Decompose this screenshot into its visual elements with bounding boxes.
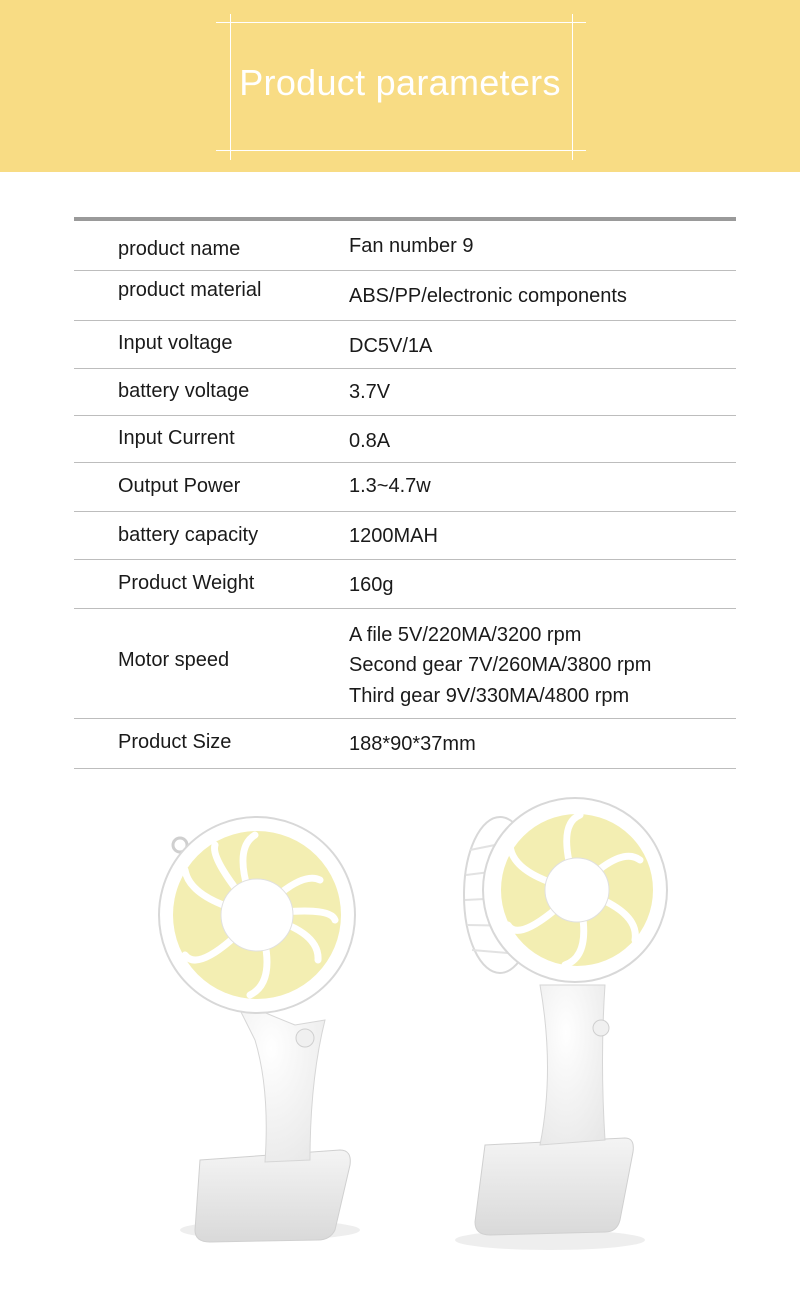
spec-label: Product Size: [118, 731, 232, 753]
spec-row-battery-voltage: [74, 369, 736, 416]
spec-label: battery capacity: [118, 524, 259, 546]
spec-value: 188*90*37mm: [349, 733, 476, 755]
spec-label: Output Power: [118, 475, 241, 497]
spec-label: product name: [118, 238, 241, 260]
spec-label: product material: [118, 279, 262, 301]
spec-value: 0.8A: [349, 430, 391, 452]
spec-label: Product Weight: [118, 572, 255, 594]
spec-row-input-voltage: [74, 321, 736, 369]
spec-value: 1.3~4.7w: [349, 475, 431, 497]
spec-row-size: [74, 719, 736, 769]
fan-side-view: [455, 798, 667, 1250]
spec-row-motor-speed: [74, 609, 736, 719]
spec-label: Input voltage: [118, 332, 233, 354]
spec-value-line: Third gear 9V/330MA/4800 rpm: [349, 685, 630, 707]
spec-value-line: A file 5V/220MA/3200 rpm: [349, 624, 582, 646]
spec-row-battery-capacity: [74, 512, 736, 560]
spec-value: ABS/PP/electronic components: [349, 285, 627, 307]
spec-row-material: [74, 271, 736, 321]
spec-label: Input Current: [118, 427, 235, 449]
fan-front-view: [159, 817, 360, 1242]
spec-value: 3.7V: [349, 381, 391, 403]
title-banner: [0, 0, 800, 172]
spec-label: Motor speed: [118, 649, 230, 671]
spec-row-weight: [74, 560, 736, 609]
spec-row-input-current: [74, 416, 736, 463]
spec-value-line: Second gear 7V/260MA/3800 rpm: [349, 654, 652, 676]
spec-row-product-name: [74, 221, 736, 271]
spec-table: [74, 217, 736, 769]
spec-value: Fan number 9: [349, 235, 474, 257]
spec-label: battery voltage: [118, 380, 250, 402]
spec-value: DC5V/1A: [349, 335, 433, 357]
product-photos: [0, 780, 800, 1290]
spec-row-output-power: [74, 463, 736, 512]
banner-title: Product parameters: [239, 62, 561, 103]
spec-value: 1200MAH: [349, 525, 438, 547]
spec-value: 160g: [349, 574, 394, 596]
